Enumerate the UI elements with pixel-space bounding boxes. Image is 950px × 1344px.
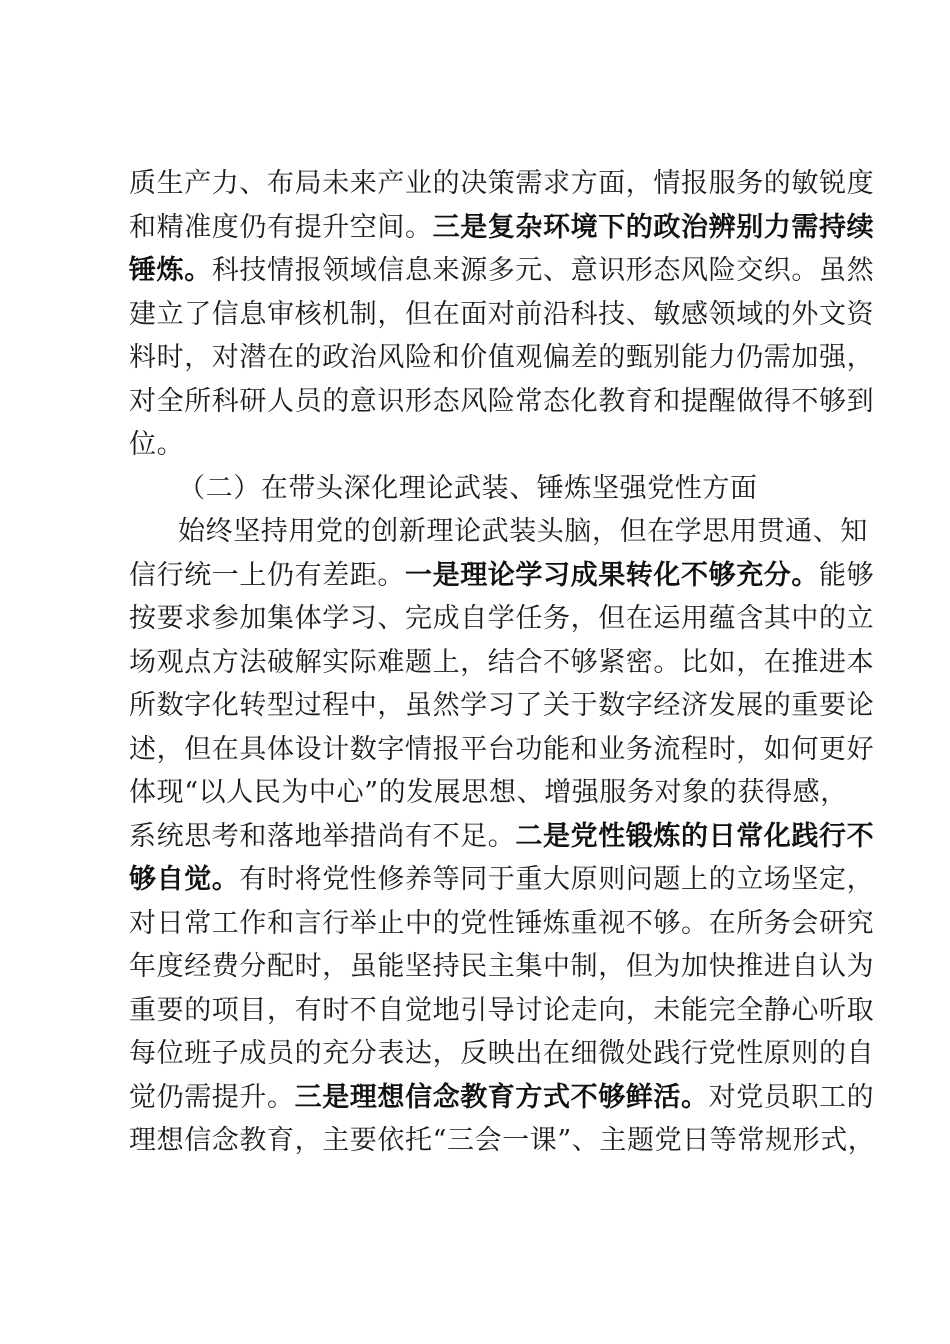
bold-heading-segment: 三是理想信念教育方式不够鲜活。	[294, 1082, 709, 1113]
bold-heading-segment: 一是理论学习成果转化不够充分。	[405, 560, 819, 591]
text-segment: 和精准度仍有提升空间。	[129, 212, 433, 243]
text-line	[129, 294, 875, 336]
text-line	[129, 1120, 876, 1162]
text-segment: 对党员职工的	[708, 1082, 875, 1113]
text-line	[129, 816, 875, 858]
text-line	[129, 1077, 875, 1119]
text-segment: 年度经费分配时，虽能坚持民主集中制，但为加快推进自认为	[129, 951, 875, 982]
text-segment: 位。	[129, 429, 185, 460]
text-line	[129, 729, 875, 771]
text-segment: 质生产力、布局未来产业的决策需求方面，情报服务的敏锐度	[129, 168, 875, 199]
text-segment: 理想信念教育，主要依托“三会一课”、主题党日等常规形式，	[129, 1125, 876, 1156]
bold-heading-segment: 三是复杂环境下的政治辨别力需持续	[432, 212, 875, 243]
text-segment: 对日常工作和言行举止中的党性锤炼重视不够。在所务会研究	[129, 908, 875, 939]
text-segment: 每位班子成员的充分表达，反映出在细微处践行党性原则的自	[129, 1038, 875, 1069]
bold-heading-segment: 够自觉。	[129, 864, 240, 895]
text-line	[129, 990, 875, 1032]
text-segment: 能够	[819, 560, 875, 591]
text-line	[129, 859, 875, 901]
text-segment: 料时，对潜在的政治风险和价值观偏差的甄别能力仍需加强，	[129, 342, 875, 373]
text-segment: 述，但在具体设计数字情报平台功能和业务流程时，如何更好	[129, 734, 875, 765]
text-segment: 体现“以人民为中心”的发展思想、增强服务对象的获得感，	[129, 777, 848, 808]
text-segment: 信行统一上仍有差距。	[129, 560, 405, 591]
text-line	[129, 598, 875, 640]
section-heading	[178, 468, 758, 510]
bold-heading-segment: 锤炼。	[129, 255, 212, 286]
text-line	[129, 555, 875, 597]
text-line	[129, 381, 875, 423]
text-line	[129, 163, 875, 205]
text-segment: 始终坚持用党的创新理论武装头脑，但在学思用贯通、知	[178, 516, 868, 547]
text-line	[129, 772, 848, 814]
text-segment: 觉仍需提升。	[129, 1082, 295, 1113]
text-segment: 建立了信息审核机制，但在面对前沿科技、敏感领域的外文资	[129, 299, 875, 330]
text-segment: 有时将党性修养等同于重大原则问题上的立场坚定，	[239, 864, 875, 895]
text-segment: 场观点方法破解实际难题上，结合不够紧密。比如，在推进本	[129, 647, 875, 678]
text-line	[129, 337, 875, 379]
text-segment: 重要的项目，有时不自觉地引导讨论走向，未能完全静心听取	[129, 995, 875, 1026]
bold-heading-segment: 二是党性锻炼的日常化践行不	[515, 821, 875, 852]
text-segment: 所数字化转型过程中，虽然学习了关于数字经济发展的重要论	[129, 690, 875, 721]
text-line	[129, 946, 875, 988]
text-line	[129, 685, 875, 727]
text-line	[129, 903, 875, 945]
text-line	[178, 511, 868, 553]
text-segment: 对全所科研人员的意识形态风险常态化教育和提醒做得不够到	[129, 386, 875, 417]
text-line	[129, 424, 184, 466]
text-line	[129, 1033, 875, 1075]
text-line	[129, 642, 875, 684]
section-heading-text: （二）在带头深化理论武装、锤炼坚强党性方面	[178, 473, 758, 504]
text-segment: 系统思考和落地举措尚有不足。	[129, 821, 516, 852]
text-segment: 按要求参加集体学习、完成自学任务，但在运用蕴含其中的立	[129, 603, 875, 634]
text-line	[129, 250, 875, 292]
text-line	[129, 207, 875, 249]
text-segment: 科技情报领域信息来源多元、意识形态风险交织。虽然	[211, 255, 875, 286]
